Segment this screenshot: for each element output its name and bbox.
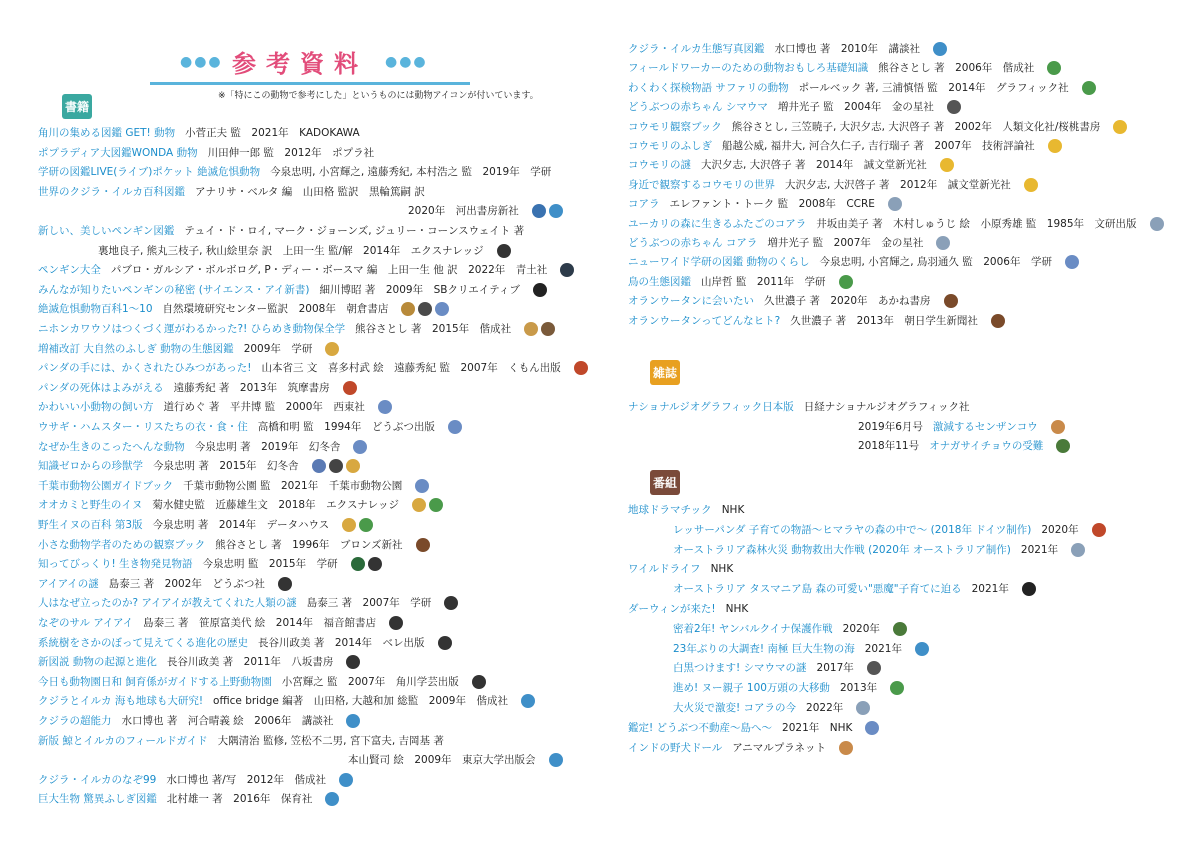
item-title: 小さな動物学者のための観察ブック [38,538,206,551]
item-title: みんなが知りたいペンギンの秘密 (サイエンス・アイ新書) [38,283,310,296]
item-meta: 長谷川政美 著 2011年 八坂書房 [166,656,334,669]
title-dots-right: ●●● [385,54,428,70]
book-item [38,144,384,162]
item-meta: NHK [721,504,745,516]
item-meta: 山岸哲 監 2011年 学研 [701,275,826,288]
book-item [38,673,486,691]
magazine-item [628,398,980,416]
item-meta: office bridge 編著 山田格, 大越和加 総監 2009年 偕成社 [213,695,508,708]
item-title: 新しい、美しいペンギン図鑑 [38,225,175,237]
book-item [38,261,574,279]
magazine-item [858,418,1065,436]
book-item [628,176,1038,194]
item-meta: 島泰三 著 2002年 どうぶつ社 [108,577,265,590]
book-item [628,273,853,291]
animal-icon [389,616,403,630]
animal-icon [944,294,958,308]
animal-icon [412,498,426,512]
book-item [38,653,360,671]
book-item [628,292,958,310]
book-item [628,137,1062,155]
item-title: 世界のクジラ・イルカ百科図鑑 [38,185,185,198]
book-item [38,771,353,789]
tv-item [673,640,929,658]
magazine-badge: 雑誌 [650,360,680,385]
tv-item [673,521,1106,539]
item-meta: 熊谷さとし 著 2006年 偕成社 [878,62,1035,75]
item-meta: 増井光子 監 2004年 金の星社 [777,101,934,114]
item-meta: 水口博也 著 河合晴義 絵 2006年 講談社 [121,715,334,727]
item-meta: パブロ・ガルシア・ボルボログ, P・ディー・ボースマ 編 上田一生 他 訳 2022年 青土社 [110,264,548,277]
animal-icon [353,440,367,454]
tv-item [628,560,743,578]
item-meta: 久世濃子 著 2020年 あかね書房 [764,295,931,308]
item-title: 知ってびっくり! 生き物発見物語 [38,558,193,571]
item-meta: 今泉忠明 著 2019年 幻冬舎 [194,440,341,453]
animal-icon [438,636,452,650]
item-meta: ポールベック 著, 三浦慎悟 監 2014年 グラフィック社 [798,81,1069,94]
animal-icon [888,197,902,211]
icon-note: ※「特にこの動物で参考にした」というものには動物アイコンが付いています。 [218,91,539,101]
item-meta: 北村雄一 著 2016年 保育社 [166,793,313,806]
item-title: パンダの手には、かくされたひみつがあった! [38,362,252,375]
animal-icon [1024,178,1038,192]
animal-icon [278,577,292,591]
animal-icon [947,100,961,114]
tv-item [673,580,1036,598]
animal-icon [933,42,947,56]
tv-badge: 番組 [650,470,680,495]
item-title: 巨大生物 驚異ふしぎ図鑑 [38,793,157,806]
item-title: わくわく探検物語 サファリの動物 [628,81,789,94]
item-meta: 2013年 [839,682,878,695]
item-meta: 井坂由美子 著 木村しゅうじ 絵 小原秀雄 監 1985年 文研出版 [816,217,1137,230]
item-title: 新図説 動物の起源と進化 [38,656,157,669]
animal-icon [865,721,879,735]
item-title: 進め! ヌー親子 100万頭の大移動 [673,682,830,695]
item-title: コウモリ観察ブック [628,120,722,133]
item-meta: 千葉市動物公園 監 2021年 千葉市動物公園 [183,479,403,492]
animal-icon [839,741,853,755]
item-title: ワイルドライフ [628,563,701,576]
item-title: 今日も動物園日和 飼育係がガイドする上野動物園 [38,675,272,688]
book-item [38,320,555,338]
animal-icon [1048,139,1062,153]
item-meta: 2022年 [806,702,844,714]
book-item [38,398,392,416]
item-title: 野生イヌの百科 第3版 [38,519,143,531]
book-item [38,124,370,142]
title-underline [150,82,470,85]
animal-icon [549,204,563,218]
item-meta: 細川博昭 著 2009年 SBクリエイティブ [319,283,520,296]
item-title: ウサギ・ハムスター・リスたちの衣・食・住 [38,421,248,433]
book-item [628,98,961,116]
animal-icon [524,322,538,336]
item-meta: アニマルプラネット [732,741,826,754]
book-item [38,281,547,299]
book-item [38,516,373,534]
item-meta: NHK [710,563,734,576]
book-item [38,163,561,181]
animal-icon [429,498,443,512]
animal-icon [378,400,392,414]
item-meta: 山本省三 文 喜多村武 絵 遠藤秀紀 監 2007年 くもん出版 [261,362,561,375]
book-item [628,215,1164,233]
animal-icon [325,342,339,356]
item-meta: 久世濃子 著 2013年 朝日学生新聞社 [790,314,978,327]
item-meta: 川田伸一郎 監 2012年 ポプラ社 [207,146,375,159]
item-title: オランウータンに会いたい [628,295,754,308]
magazine-item [858,437,1070,455]
item-meta: 今泉忠明 監 2015年 学研 [202,558,338,571]
item-meta: 今泉忠明, 小宮輝之, 遠藤秀紀, 本村浩之 監 2019年 学研 [270,166,552,179]
item-title: オオカミと野生のイヌ [38,499,143,512]
item-meta: 裏地良子, 熊丸三枝子, 秋山絵里奈 訳 上田一生 監/解 2014年 エクスナレッジ [98,244,484,257]
item-meta: 菊水健史監 近藤雄生文 2018年 エクスナレッジ [152,499,399,512]
animal-icon [448,420,462,434]
animal-icon [329,459,343,473]
item-meta: アナリサ・ベルタ 編 山田格 監訳 黒輪篤嗣 訳 [195,185,425,198]
animal-icon [560,263,574,277]
animal-icon [416,538,430,552]
animal-icon [346,655,360,669]
item-meta: 大隅清治 監修, 笠松不二男, 宮下富夫, 吉岡基 著 [217,734,444,747]
item-meta: NHK [725,603,749,615]
book-item [38,496,443,514]
book-item [38,183,435,201]
item-title: なぞのサル アイアイ [38,617,134,629]
book-item [38,732,454,750]
item-title: なぜか生きのこったへんな動物 [38,440,185,453]
animal-icon [915,642,929,656]
tv-item [673,541,1085,559]
animal-icon [342,518,356,532]
item-title: パンダの死体はよみがえる [38,381,164,394]
book-item [628,59,1061,77]
tv-item [673,620,907,638]
item-title: オナガサイチョウの受難 [929,440,1044,452]
item-title: クジラ・イルカのなぞ99 [38,773,157,786]
book-item [408,202,563,220]
book-item [38,340,339,358]
book-item [628,253,1079,271]
animal-icon [1051,420,1065,434]
book-item [38,222,534,240]
book-item [38,712,360,730]
animal-icon [415,479,429,493]
item-meta: 小宮輝之 監 2007年 角川学芸出版 [281,675,459,688]
book-item [38,575,292,593]
book-item [98,242,511,260]
book-item [628,40,947,58]
animal-icon [1150,217,1164,231]
animal-icon [1071,543,1085,557]
item-title: インドの野犬ドール [628,741,723,754]
item-title: 新版 鯨とイルカのフィールドガイド [38,734,208,747]
item-title: コアラ [628,198,660,211]
tv-item [673,699,870,717]
item-title: レッサーパンダ 子育ての物語〜ヒマラヤの森の中で〜 (2018年 ドイツ制作) [673,523,1032,536]
book-item [628,234,950,252]
animal-icon [418,302,432,316]
tv-item [628,501,754,519]
item-meta: 2018年11号 [858,440,920,452]
book-item [38,790,339,808]
item-title: アイアイの謎 [38,577,99,590]
item-title: ペンギン大全 [38,264,101,277]
item-meta: 今泉忠明 著 2014年 データハウス [152,519,330,531]
book-item [628,79,1096,97]
animal-icon [1065,255,1079,269]
animal-icon [521,694,535,708]
item-meta: 自然環境研究センター監訳 2008年 朝倉書店 [162,303,389,316]
item-meta: 熊谷さとし 著 2015年 偕成社 [355,323,512,335]
book-item [38,692,535,710]
book-item [38,477,429,495]
item-meta: 遠藤秀紀 著 2013年 筑摩書房 [173,381,330,394]
item-title: かわいい小動物の飼い方 [38,401,154,414]
animal-icon [435,302,449,316]
page-title: 参考資料 [232,50,368,78]
item-title: ユーカリの森に生きるふたごのコアラ [628,217,807,230]
item-title: 角川の集める図鑑 GET! 動物 [38,127,176,139]
item-meta: 今泉忠明 著 2015年 幻冬舎 [153,460,299,473]
book-item [38,634,452,652]
item-meta: 2009年 学研 [243,342,313,355]
animal-icon [351,557,365,571]
item-title: 密着2年! ヤンバルクイナ保護作戦 [673,622,833,635]
item-meta: 島泰三 著 笹原富美代 絵 2014年 福音館書店 [143,617,377,629]
item-title: 増補改訂 大自然のふしぎ 動物の生態図鑑 [38,342,234,355]
item-title: 23年ぶりの大調査! 南極 巨大生物の海 [673,642,855,655]
book-item [38,438,367,456]
animal-icon [1082,81,1096,95]
item-title: 地球ドラマチック [628,504,712,516]
animal-icon [890,681,904,695]
item-title: 学研の図鑑LIVE(ライブ)ポケット 絶滅危惧動物 [38,166,261,179]
animal-icon [856,701,870,715]
book-item [38,614,403,632]
item-meta: 2021年 [1020,543,1059,556]
animal-icon [343,381,357,395]
book-item [38,555,382,573]
item-meta: 2021年 [971,583,1009,596]
item-meta: 熊谷さとし 著 1996年 ブロンズ新社 [215,538,403,551]
tv-item [628,739,853,757]
item-title: ポプラディア大図鑑WONDA 動物 [38,146,198,159]
item-meta: 2020年 [1041,523,1079,536]
item-meta: 2019年6月号 [858,420,923,433]
item-title: ニューワイド学研の図鑑 動物のくらし [628,256,810,269]
book-item [628,156,954,174]
animal-icon [839,275,853,289]
item-title: クジラ・イルカ生態写真図鑑 [628,43,765,55]
books-badge: 書籍 [62,94,92,119]
tv-item [628,600,758,618]
item-title: 白黒つけます! シマウマの謎 [673,662,807,675]
tv-item [673,679,904,697]
item-meta: 2020年 河出書房新社 [408,205,519,218]
animal-icon [444,596,458,610]
animal-icon [549,753,563,767]
book-item [38,536,430,554]
item-meta: 熊谷さとし, 三笠暁子, 大沢夕志, 大沢啓子 著 2002年 人類文化社/桜桃書房 [731,120,1101,133]
animal-icon [359,518,373,532]
item-title: 大火災で激変! コアラの今 [673,702,797,714]
item-meta: 日経ナショナルジオグラフィック社 [803,401,970,413]
item-meta: 大沢夕志, 大沢啓子 著 2012年 誠文堂新光社 [785,178,1011,191]
tv-item [673,659,881,677]
item-meta: 小菅正夫 監 2021年 KADOKAWA [185,127,360,139]
item-title: ニホンカワウソはつくづく運がわるかった?! ひらめき動物保全学 [38,323,346,335]
animal-icon [991,314,1005,328]
animal-icon [867,661,881,675]
animal-icon [472,675,486,689]
animal-icon [1092,523,1106,537]
book-item [38,594,458,612]
item-title: 絶滅危惧動物百科1〜10 [38,303,153,316]
animal-icon [533,283,547,297]
animal-icon [346,714,360,728]
book-item [38,457,360,475]
book-item [348,751,563,769]
book-item [38,418,462,436]
animal-icon [1056,439,1070,453]
animal-icon [1047,61,1061,75]
item-meta: 大沢夕志, 大沢啓子 著 2014年 誠文堂新光社 [701,159,927,172]
item-title: 人はなぜ立ったのか? アイアイが教えてくれた人類の謎 [38,597,297,610]
book-item [38,379,357,397]
animal-icon [532,204,546,218]
item-meta: 船越公威, 福井大, 河合久仁子, 吉行瑞子 著 2007年 技術評論社 [722,140,1035,152]
item-title: 鑑定! どうぶつ不動産〜島へ〜 [628,721,773,734]
animal-icon [312,459,326,473]
item-title: 知識ゼロからの珍獣学 [38,460,143,473]
item-title: クジラの超能力 [38,715,112,727]
item-title: どうぶつの赤ちゃん コアラ [628,237,758,249]
item-title: フィールドワーカーのための動物おもしろ基礎知識 [628,62,869,75]
item-meta: エレファント・トーク 監 2008年 CCRE [669,198,875,211]
item-title: ダーウィンが来た! [628,603,716,615]
item-title: オランウータンってどんなヒト? [628,314,781,327]
book-item [628,195,902,213]
item-title: 千葉市動物公園ガイドブック [38,479,174,492]
animal-icon [1113,120,1127,134]
book-item [38,359,588,377]
item-title: 系統樹をさかのぼって見えてくる進化の歴史 [38,636,248,649]
book-item [628,118,1127,136]
tv-item [628,719,879,737]
item-meta: 水口博也 著/写 2012年 偕成社 [166,773,326,786]
item-meta: 2017年 [816,662,854,675]
animal-icon [574,361,588,375]
item-meta: 2021年 NHK [782,721,853,734]
animal-icon [401,302,415,316]
item-title: 激減するセンザンコウ [932,420,1038,433]
item-meta: 2021年 [864,642,902,655]
item-title: 鳥の生態図鑑 [628,275,691,288]
item-meta: 水口博也 著 2010年 講談社 [774,43,921,55]
item-title: 身近で観察するコウモリの世界 [628,178,775,191]
item-title: クジラとイルカ 海も地球も大研究! [38,695,204,708]
item-title: コウモリのふしぎ [628,140,712,152]
book-item [38,300,449,318]
item-meta: 島泰三 著 2007年 学研 [306,597,432,610]
animal-icon [368,557,382,571]
animal-icon [936,236,950,250]
item-title: ナショナルジオグラフィック日本版 [628,401,794,413]
animal-icon [541,322,555,336]
item-title: オーストラリア タスマニア島 森の可愛い"悪魔"子育てに迫る [673,583,962,596]
animal-icon [346,459,360,473]
item-meta: 本山賢司 絵 2009年 東京大学出版会 [348,754,536,767]
item-title: コウモリの謎 [628,159,691,172]
animal-icon [1022,582,1036,596]
animal-icon [339,773,353,787]
animal-icon [497,244,511,258]
book-item [628,312,1005,330]
item-meta: テュイ・ド・ロイ, マーク・ジョーンズ, ジュリー・コーンスウェイト 著 [184,225,525,237]
item-title: オーストラリア森林火災 動物救出大作戦 (2020年 オーストラリア制作) [673,543,1011,556]
item-title: どうぶつの赤ちゃん シマウマ [628,101,768,114]
animal-icon [893,622,907,636]
animal-icon [325,792,339,806]
item-meta: 2020年 [842,622,880,635]
item-meta: 長谷川政美 著 2014年 ベレ出版 [258,636,425,649]
item-meta: 道行めぐ 著 平井博 監 2000年 西東社 [163,401,365,414]
item-meta: 増井光子 監 2007年 金の星社 [767,237,924,249]
title-dots-left: ●●● [180,54,223,70]
item-meta: 高橋和明 監 1994年 どうぶつ出版 [257,421,435,433]
animal-icon [940,158,954,172]
item-meta: 今泉忠明, 小宮輝之, 鳥羽通久 監 2006年 学研 [819,256,1052,269]
